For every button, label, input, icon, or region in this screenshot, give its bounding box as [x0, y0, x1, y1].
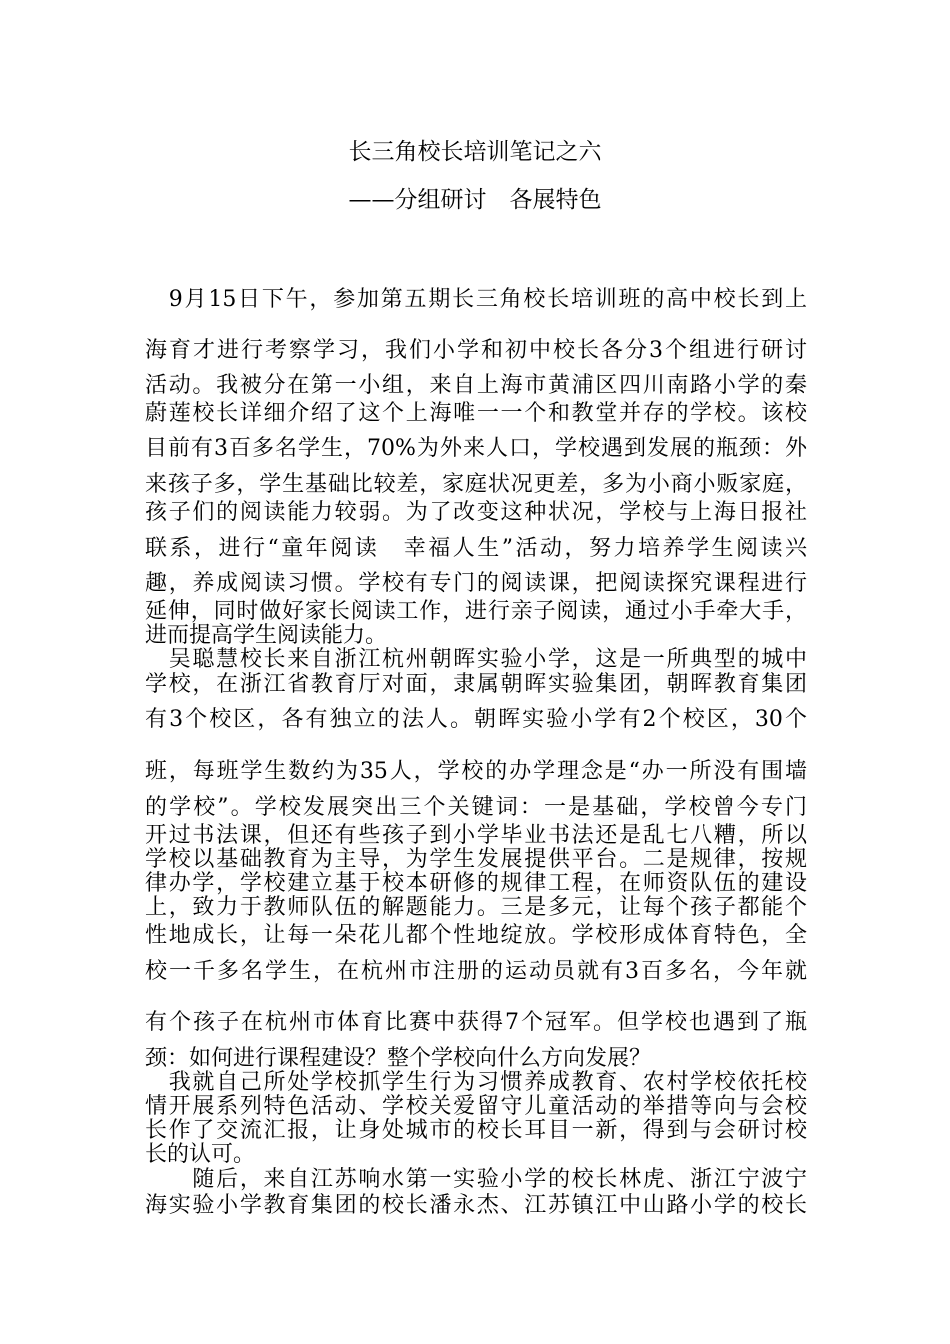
paragraph-line: 学校以基础教育为主导，为学生发展提供平台。二是规律，按规 — [145, 847, 807, 872]
paragraph-line: 班，每班学生数约为35人，学校的办学理念是“办一所没有围墙 — [145, 759, 807, 784]
paragraph-line: 性地成长，让每一朵花儿都个性地绽放。学校形成体育特色，全 — [145, 923, 807, 948]
paragraph-line: 校一千多名学生，在杭州市注册的运动员就有3百多名，今年就 — [145, 959, 807, 984]
paragraph-line: 蔚莲校长详细介绍了这个上海唯一一个和教堂并存的学校。该校 — [145, 401, 807, 426]
paragraph-line: 随后，来自江苏响水第一实验小学的校长林虎、浙江宁波宁 — [145, 1167, 807, 1192]
document-subtitle: ——分组研讨 各展特色 — [348, 187, 602, 213]
paragraph-line: 延伸，同时做好家长阅读工作，进行亲子阅读，通过小手牵大手， — [145, 599, 807, 624]
paragraph-line: 长的认可。 — [145, 1142, 256, 1167]
paragraph-line: 长作了交流汇报，让身处城市的校长耳目一新，得到与会研讨校 — [145, 1118, 807, 1143]
document-title: 长三角校长培训笔记之六 — [348, 139, 602, 165]
paragraph-line: 活动。我被分在第一小组，来自上海市黄浦区四川南路小学的秦 — [145, 373, 807, 398]
paragraph-line: 情开展系列特色活动、学校关爱留守儿童活动的举措等向与会校 — [145, 1094, 807, 1119]
paragraph-line: 律办学，学校建立基于校本研修的规律工程，在师资队伍的建设 — [145, 871, 807, 896]
paragraph-line: 联系，进行“童年阅读 幸福人生”活动，努力培养学生阅读兴 — [145, 536, 807, 561]
paragraph-line: 的学校”。学校发展突出三个关键词：一是基础，学校曾今专门 — [145, 795, 807, 820]
paragraph-line: 9月15日下午，参加第五期长三角校长培训班的高中校长到上 — [145, 287, 807, 312]
paragraph-line: 海育才进行考察学习，我们小学和初中校长各分3个组进行研讨 — [145, 338, 807, 363]
paragraph-line: 有个孩子在杭州市体育比赛中获得7个冠军。但学校也遇到了瓶 — [145, 1010, 807, 1035]
paragraph-line: 颈：如何进行课程建设？整个学校向什么方向发展？ — [145, 1046, 652, 1071]
paragraph-line: 进而提高学生阅读能力。 — [145, 623, 388, 648]
paragraph-line: 我就自己所处学校抓学生行为习惯养成教育、农村学校依托校 — [145, 1070, 807, 1095]
paragraph-line: 来孩子多，学生基础比较差，家庭状况更差，多为小商小贩家庭， — [145, 472, 807, 497]
paragraph-line: 海实验小学教育集团的校长潘永杰、江苏镇江中山路小学的校长 — [145, 1193, 807, 1218]
paragraph-line: 孩子们的阅读能力较弱。为了改变这种状况，学校与上海日报社 — [145, 500, 807, 525]
paragraph-line: 目前有3百多名学生，70%为外来人口，学校遇到发展的瓶颈：外 — [145, 436, 807, 461]
paragraph-line: 有3个校区，各有独立的法人。朝晖实验小学有2个校区，30个 — [145, 707, 807, 732]
paragraph-line: 学校，在浙江省教育厅对面，隶属朝晖实验集团，朝晖教育集团 — [145, 672, 807, 697]
paragraph-line: 趣，养成阅读习惯。学校有专门的阅读课，把阅读探究课程进行 — [145, 571, 807, 596]
paragraph-line: 吴聪慧校长来自浙江杭州朝晖实验小学，这是一所典型的城中 — [145, 647, 807, 672]
paragraph-line: 上，致力于教师队伍的解题能力。三是多元，让每个孩子都能个 — [145, 895, 807, 920]
paragraph-line: 开过书法课，但还有些孩子到小学毕业书法还是乱七八糟，所以 — [145, 823, 807, 848]
